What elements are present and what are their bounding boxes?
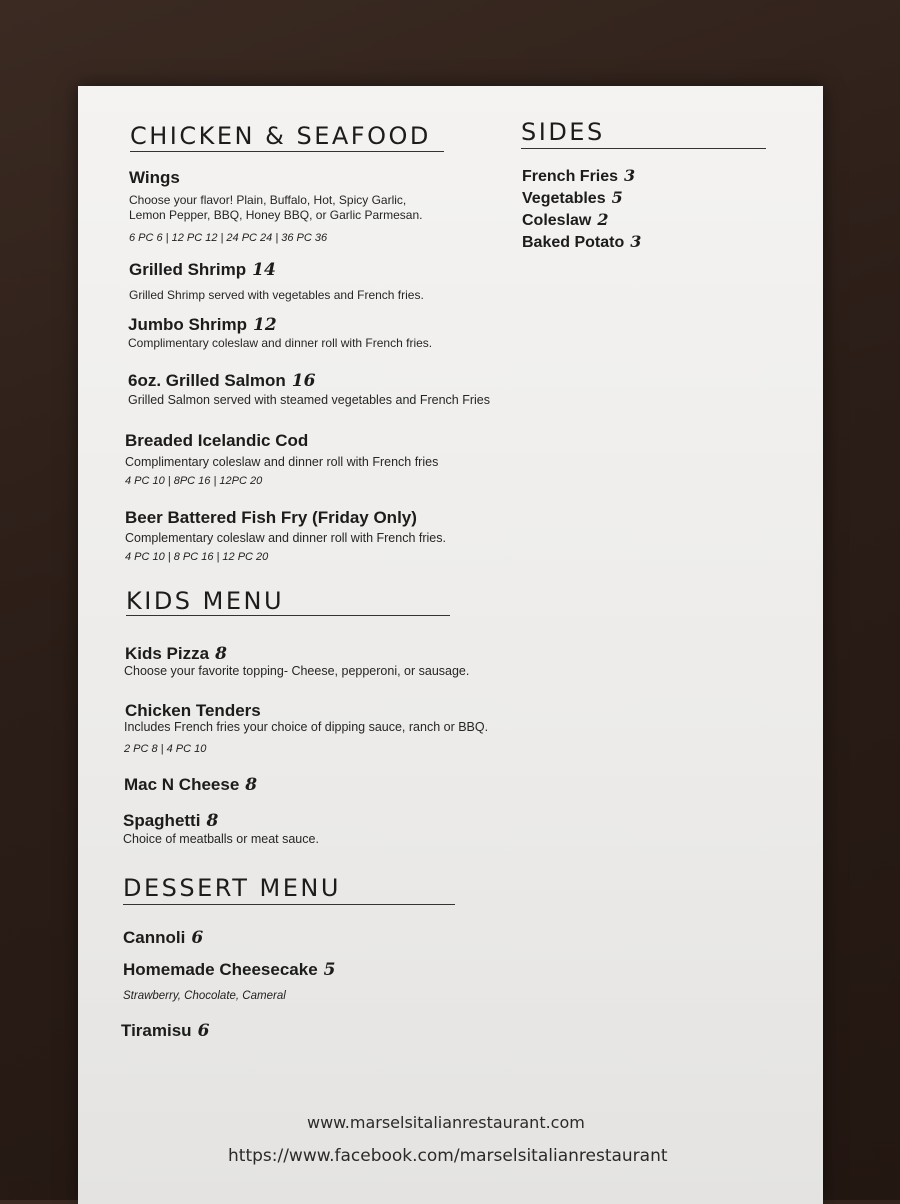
kids-pizza-name: Kids Pizza: [125, 644, 210, 663]
wings-description-line-2: Lemon Pepper, BBQ, Honey BBQ, or Garlic Parmesan.: [129, 208, 423, 222]
tiramisu-name: Tiramisu: [121, 1021, 192, 1040]
chicken-tenders-name: Chicken Tenders: [125, 701, 261, 720]
kids-menu-heading: KIDS MENU: [126, 587, 285, 615]
jumbo-shrimp-price: 12: [253, 315, 277, 335]
cannoli-name: Cannoli: [123, 928, 186, 947]
cheesecake-name: Homemade Cheesecake: [123, 960, 318, 979]
spaghetti-name: Spaghetti: [123, 811, 201, 830]
wings-sizes: 6 PC 6 | 12 PC 12 | 24 PC 24 | 36 PC 36: [129, 232, 328, 244]
grilled-shrimp-description: Grilled Shrimp served with vegetables and French fries.: [129, 288, 424, 302]
salmon-price: 16: [291, 371, 316, 391]
mac-n-cheese-name: Mac N Cheese: [124, 775, 240, 794]
side-item-name: Coleslaw: [522, 212, 592, 229]
kids-pizza-price: 8: [215, 644, 227, 664]
cod-name: Breaded Icelandic Cod: [125, 431, 309, 450]
side-item-price: 3: [630, 232, 642, 251]
spaghetti-price: 8: [206, 811, 219, 831]
spaghetti-description: Choice of meatballs or meat sauce.: [123, 832, 319, 846]
side-item-name: Baked Potato: [522, 234, 625, 251]
grilled-shrimp-item: [129, 260, 276, 280]
tiramisu-item: [121, 1021, 209, 1041]
cheesecake-item: [123, 960, 336, 980]
grilled-shrimp-price: 14: [252, 260, 276, 280]
mac-n-cheese-price: 8: [245, 775, 258, 795]
cod-description: Complimentary coleslaw and dinner roll with French fries: [125, 455, 439, 469]
chicken-seafood-heading: CHICKEN & SEAFOOD: [130, 122, 431, 150]
sides-rule: [521, 148, 766, 149]
dessert-menu-heading: DESSERT MENU: [123, 874, 341, 902]
cheesecake-price: 5: [323, 960, 336, 980]
chicken-seafood-rule: [130, 151, 444, 152]
fish-fry-description: Complementary coleslaw and dinner roll with French fries.: [125, 531, 446, 545]
cannoli-item: [123, 928, 203, 948]
side-item-price: 2: [597, 210, 609, 229]
side-item: [522, 187, 641, 209]
cannoli-price: 6: [191, 928, 204, 948]
side-item: [522, 231, 641, 253]
cod-sizes: 4 PC 10 | 8PC 16 | 12PC 20: [125, 475, 263, 487]
grilled-shrimp-name: Grilled Shrimp: [129, 260, 247, 279]
salmon-item: [128, 371, 315, 391]
kids-menu-rule: [126, 615, 450, 616]
side-item: [522, 165, 641, 187]
wings-description-line-1: Choose your flavor! Plain, Buffalo, Hot, Spicy Garlic,: [129, 193, 407, 207]
side-item-price: 3: [624, 166, 636, 185]
website-url[interactable]: www.marselsitalianrestaurant.com: [307, 1113, 585, 1132]
cheesecake-flavors: Strawberry, Chocolate, Cameral: [123, 990, 286, 1002]
facebook-url[interactable]: https://www.facebook.com/marselsitalianrestaurant: [228, 1146, 668, 1166]
tiramisu-price: 6: [197, 1021, 210, 1041]
fish-fry-name: Beer Battered Fish Fry (Friday Only): [125, 508, 417, 527]
menu-page: [78, 86, 823, 1204]
kids-pizza-item: [125, 644, 227, 664]
sides-heading: SIDES: [521, 118, 605, 146]
dessert-menu-rule: [123, 904, 455, 905]
fish-fry-sizes: 4 PC 10 | 8 PC 16 | 12 PC 20: [125, 551, 269, 563]
jumbo-shrimp-name: Jumbo Shrimp: [128, 315, 248, 334]
side-item: [522, 209, 641, 231]
chicken-tenders-sizes: 2 PC 8 | 4 PC 10: [124, 743, 207, 755]
jumbo-shrimp-item: [128, 315, 277, 335]
side-item-price: 5: [611, 188, 623, 207]
wings-name: Wings: [129, 168, 180, 187]
chicken-tenders-description: Includes French fries your choice of dipping sauce, ranch or BBQ.: [124, 720, 489, 734]
side-item-name: Vegetables: [522, 190, 606, 207]
sides-list: [522, 165, 641, 253]
jumbo-shrimp-description: Complimentary coleslaw and dinner roll with French fries.: [128, 336, 433, 350]
mac-n-cheese-item: [124, 775, 257, 795]
salmon-description: Grilled Salmon served with steamed vegetables and French Fries: [128, 393, 490, 407]
side-item-name: French Fries: [522, 168, 619, 185]
salmon-name: 6oz. Grilled Salmon: [128, 371, 286, 390]
kids-pizza-description: Choose your favorite topping- Cheese, pepperoni, or sausage.: [124, 664, 470, 678]
spaghetti-item: [123, 811, 218, 831]
